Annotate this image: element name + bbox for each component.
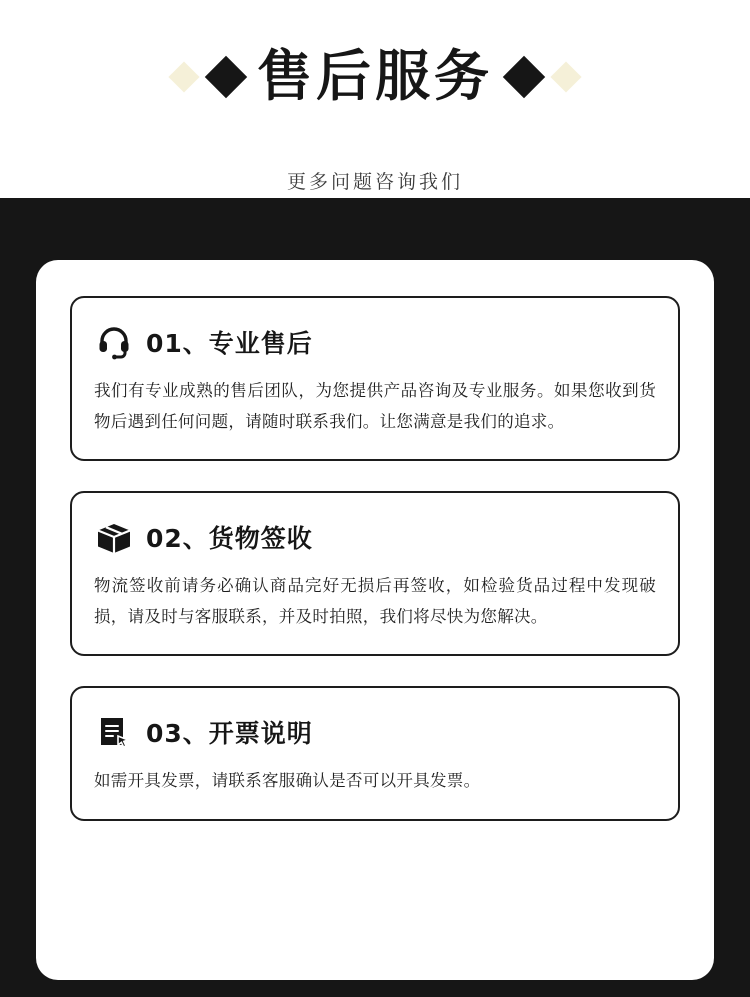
invoice-yuan-icon bbox=[94, 712, 134, 752]
title-row bbox=[173, 12, 577, 141]
page-title: 售后服务 bbox=[256, 44, 493, 108]
page-subtitle: 更多问题咨询我们 bbox=[286, 170, 463, 193]
service-card bbox=[70, 491, 680, 656]
package-box-icon bbox=[94, 517, 134, 557]
card-title: 02、货物签收 bbox=[146, 524, 313, 554]
card-body: 物流签收前请务必确认商品完好无损后再签收，如检验货品过程中发现破损，请及时与客服联系，并及时拍照，我们将尽快为您解决。 bbox=[94, 576, 656, 626]
card-header bbox=[94, 712, 656, 752]
card-header bbox=[94, 517, 656, 557]
card-title: 03、开票说明 bbox=[146, 719, 313, 749]
card-title: 01、专业售后 bbox=[146, 329, 313, 358]
card-body: 我们有专业成熟的售后团队，为您提供产品咨询及专业服务。如果您收到货物后遇到任何问题，请随时联系我们。让您满意是我们的追求。 bbox=[94, 381, 656, 431]
diamond-dark-left-icon bbox=[205, 55, 247, 97]
service-card bbox=[70, 686, 680, 821]
card-body: 如需开具发票，请联系客服确认是否可以开具发票。 bbox=[94, 771, 481, 791]
header bbox=[0, 0, 750, 198]
headset-support-icon bbox=[94, 322, 134, 362]
content-panel bbox=[36, 260, 714, 980]
diamond-light-right-icon bbox=[550, 61, 581, 92]
diamond-light-left-icon bbox=[168, 61, 199, 92]
service-card bbox=[70, 296, 680, 461]
dark-section bbox=[0, 198, 750, 997]
card-header bbox=[94, 322, 656, 362]
diamond-dark-right-icon bbox=[503, 55, 545, 97]
